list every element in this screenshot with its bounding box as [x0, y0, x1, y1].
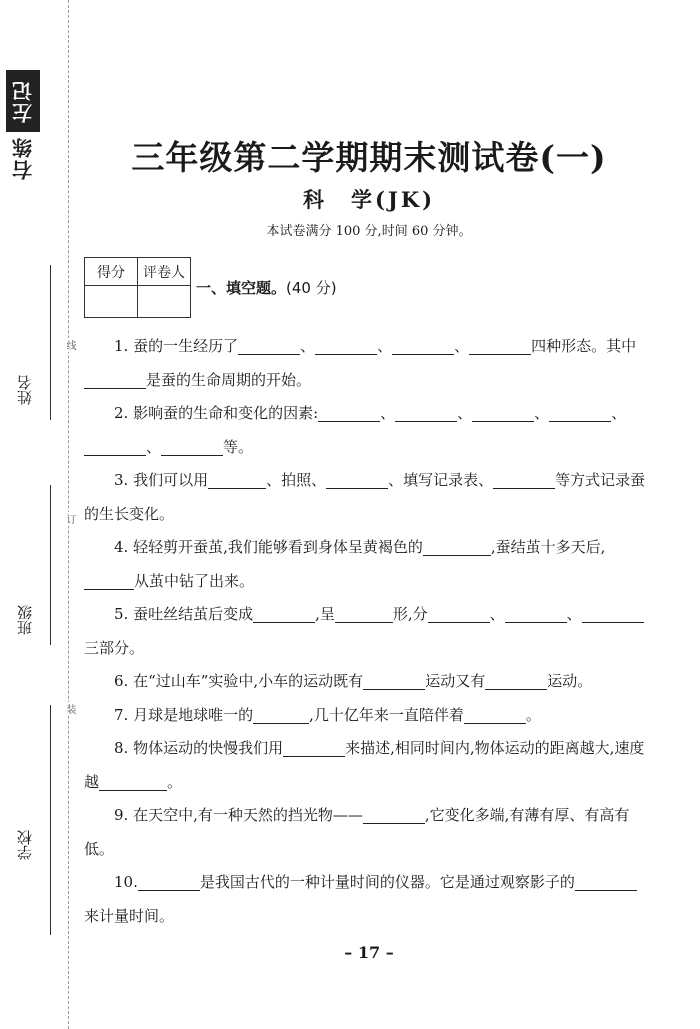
school-write-line[interactable] [50, 705, 51, 935]
question-text: 三部分。 [84, 638, 145, 657]
section-heading: 一、填空题。 [196, 279, 287, 297]
question-text: 、 [146, 437, 162, 456]
answer-blank[interactable] [505, 604, 567, 623]
question-text: 是蚕的生命周期的开始。 [146, 370, 312, 389]
grader-cell[interactable] [138, 286, 191, 318]
answer-blank[interactable] [84, 370, 146, 389]
question-text: 、 [489, 605, 505, 623]
answer-blank[interactable] [138, 872, 200, 891]
answer-blank[interactable] [582, 604, 644, 623]
grader-header: 评卷人 [138, 258, 191, 286]
answer-blank[interactable] [485, 671, 547, 690]
question-text: 、 [377, 337, 393, 355]
question-text: ,呈 [315, 605, 335, 623]
question-text: 来描述,相同时间内,物体运动的距离越大,速度越 [84, 739, 645, 791]
question-item [84, 866, 646, 933]
name-field [14, 265, 54, 455]
binding-margin [0, 0, 75, 1029]
section-points: (40 分) [286, 279, 337, 297]
question-text: 运动又有 [425, 672, 486, 690]
answer-blank[interactable] [363, 671, 425, 690]
question-text: 、 [566, 605, 582, 623]
answer-blank[interactable] [99, 772, 167, 791]
class-label: 班级 [16, 605, 34, 635]
question-text: 1. 蚕的一生经历了 [114, 337, 239, 355]
question-text: 7. 月球是地球唯一的 [114, 705, 254, 724]
question-text: 3. 我们可以用 [114, 471, 209, 489]
question-text: 。 [167, 772, 183, 791]
question-text: 、 [454, 337, 470, 355]
answer-blank[interactable] [575, 872, 637, 891]
question-text: 、 [611, 404, 627, 422]
question-list [84, 330, 646, 933]
question-text: ,几十亿年来一直陪伴着 [309, 705, 464, 724]
answer-blank[interactable] [318, 403, 380, 422]
question-text: 2. 影响蚕的生命和变化的因素: [114, 404, 319, 422]
answer-blank[interactable] [363, 805, 425, 824]
question-item [84, 598, 646, 665]
question-text: 、填写记录表、 [388, 471, 494, 489]
answer-blank[interactable] [161, 437, 223, 456]
question-text: 、 [380, 404, 396, 422]
answer-blank[interactable] [423, 537, 491, 556]
question-item [84, 330, 646, 397]
question-text: 4. 轻轻剪开蚕茧,我们能够看到身体呈黄褐色的 [114, 538, 423, 556]
answer-blank[interactable] [84, 571, 134, 590]
name-label: 姓名 [16, 375, 34, 405]
answer-blank[interactable] [549, 403, 611, 422]
answer-blank[interactable] [253, 705, 309, 724]
brand-logo [6, 70, 50, 180]
cut-mark-staple: 装 [64, 704, 75, 714]
question-text: 、拍照、 [266, 471, 327, 489]
question-text: 6. 在“过山车”实验中,小车的运动既有 [114, 672, 364, 690]
question-item [84, 699, 646, 733]
question-text: 等。 [223, 437, 254, 456]
question-text: ,它变化多端,有薄有厚、有高有低。 [84, 806, 630, 858]
brand-text: 右练 [11, 136, 36, 180]
answer-blank[interactable] [315, 336, 377, 355]
answer-blank[interactable] [283, 738, 345, 757]
question-item [84, 464, 646, 531]
answer-blank[interactable] [395, 403, 457, 422]
answer-blank[interactable] [238, 336, 300, 355]
answer-blank[interactable] [335, 604, 393, 623]
question-text: 运动。 [547, 672, 593, 690]
school-label: 学校 [16, 830, 34, 860]
answer-blank[interactable] [472, 403, 534, 422]
answer-blank[interactable] [428, 604, 490, 623]
question-text: 形,分 [392, 605, 428, 623]
answer-blank[interactable] [392, 336, 454, 355]
class-write-line[interactable] [50, 485, 51, 645]
answer-blank[interactable] [469, 336, 531, 355]
question-text: 从茧中钻了出来。 [134, 571, 255, 590]
cut-mark-line: 线 [64, 340, 75, 350]
question-text: 四种形态。其中 [531, 337, 637, 355]
section-title [196, 277, 337, 298]
name-write-line[interactable] [50, 265, 51, 420]
answer-blank[interactable] [464, 705, 526, 724]
score-table [84, 257, 191, 318]
question-item [84, 732, 646, 799]
school-field [14, 705, 54, 905]
question-item [84, 799, 646, 866]
question-item [84, 531, 646, 598]
question-item [84, 397, 646, 464]
page-number: – 17 – [344, 943, 394, 962]
question-text: 是我国古代的一种计量时间的仪器。它是通过观察影子的 [199, 873, 575, 891]
question-text: 10. [114, 873, 138, 891]
answer-blank[interactable] [326, 470, 388, 489]
question-text: 9. 在天空中,有一种天然的挡光物—— [114, 806, 363, 824]
exam-title: 三年级第二学期期末测试卷(一) [131, 138, 607, 177]
brand-box: 左记 [6, 70, 40, 132]
question-item [84, 665, 646, 699]
question-text: 等方式记录蚕的生长变化。 [84, 471, 646, 523]
score-cell[interactable] [85, 286, 138, 318]
exam-note: 本试卷满分 100 分,时间 60 分钟。 [266, 224, 472, 239]
class-field [14, 485, 54, 675]
question-text: 、 [534, 404, 550, 422]
question-text: 、 [300, 337, 316, 355]
answer-blank[interactable] [84, 437, 146, 456]
question-text: 、 [457, 404, 473, 422]
question-text: 5. 蚕吐丝结茧后变成 [114, 605, 254, 623]
answer-blank[interactable] [493, 470, 555, 489]
cut-mark-bind: 订 [64, 514, 75, 524]
question-text: 。 [525, 705, 541, 724]
question-text: 来计量时间。 [84, 906, 175, 925]
score-header: 得分 [85, 258, 138, 286]
answer-blank[interactable] [253, 604, 315, 623]
question-text: ,蚕结茧十多天后, [490, 538, 606, 556]
question-text: 8. 物体运动的快慢我们用 [114, 739, 284, 757]
answer-blank[interactable] [208, 470, 266, 489]
exam-subject: 科 学(JK) [302, 187, 436, 212]
